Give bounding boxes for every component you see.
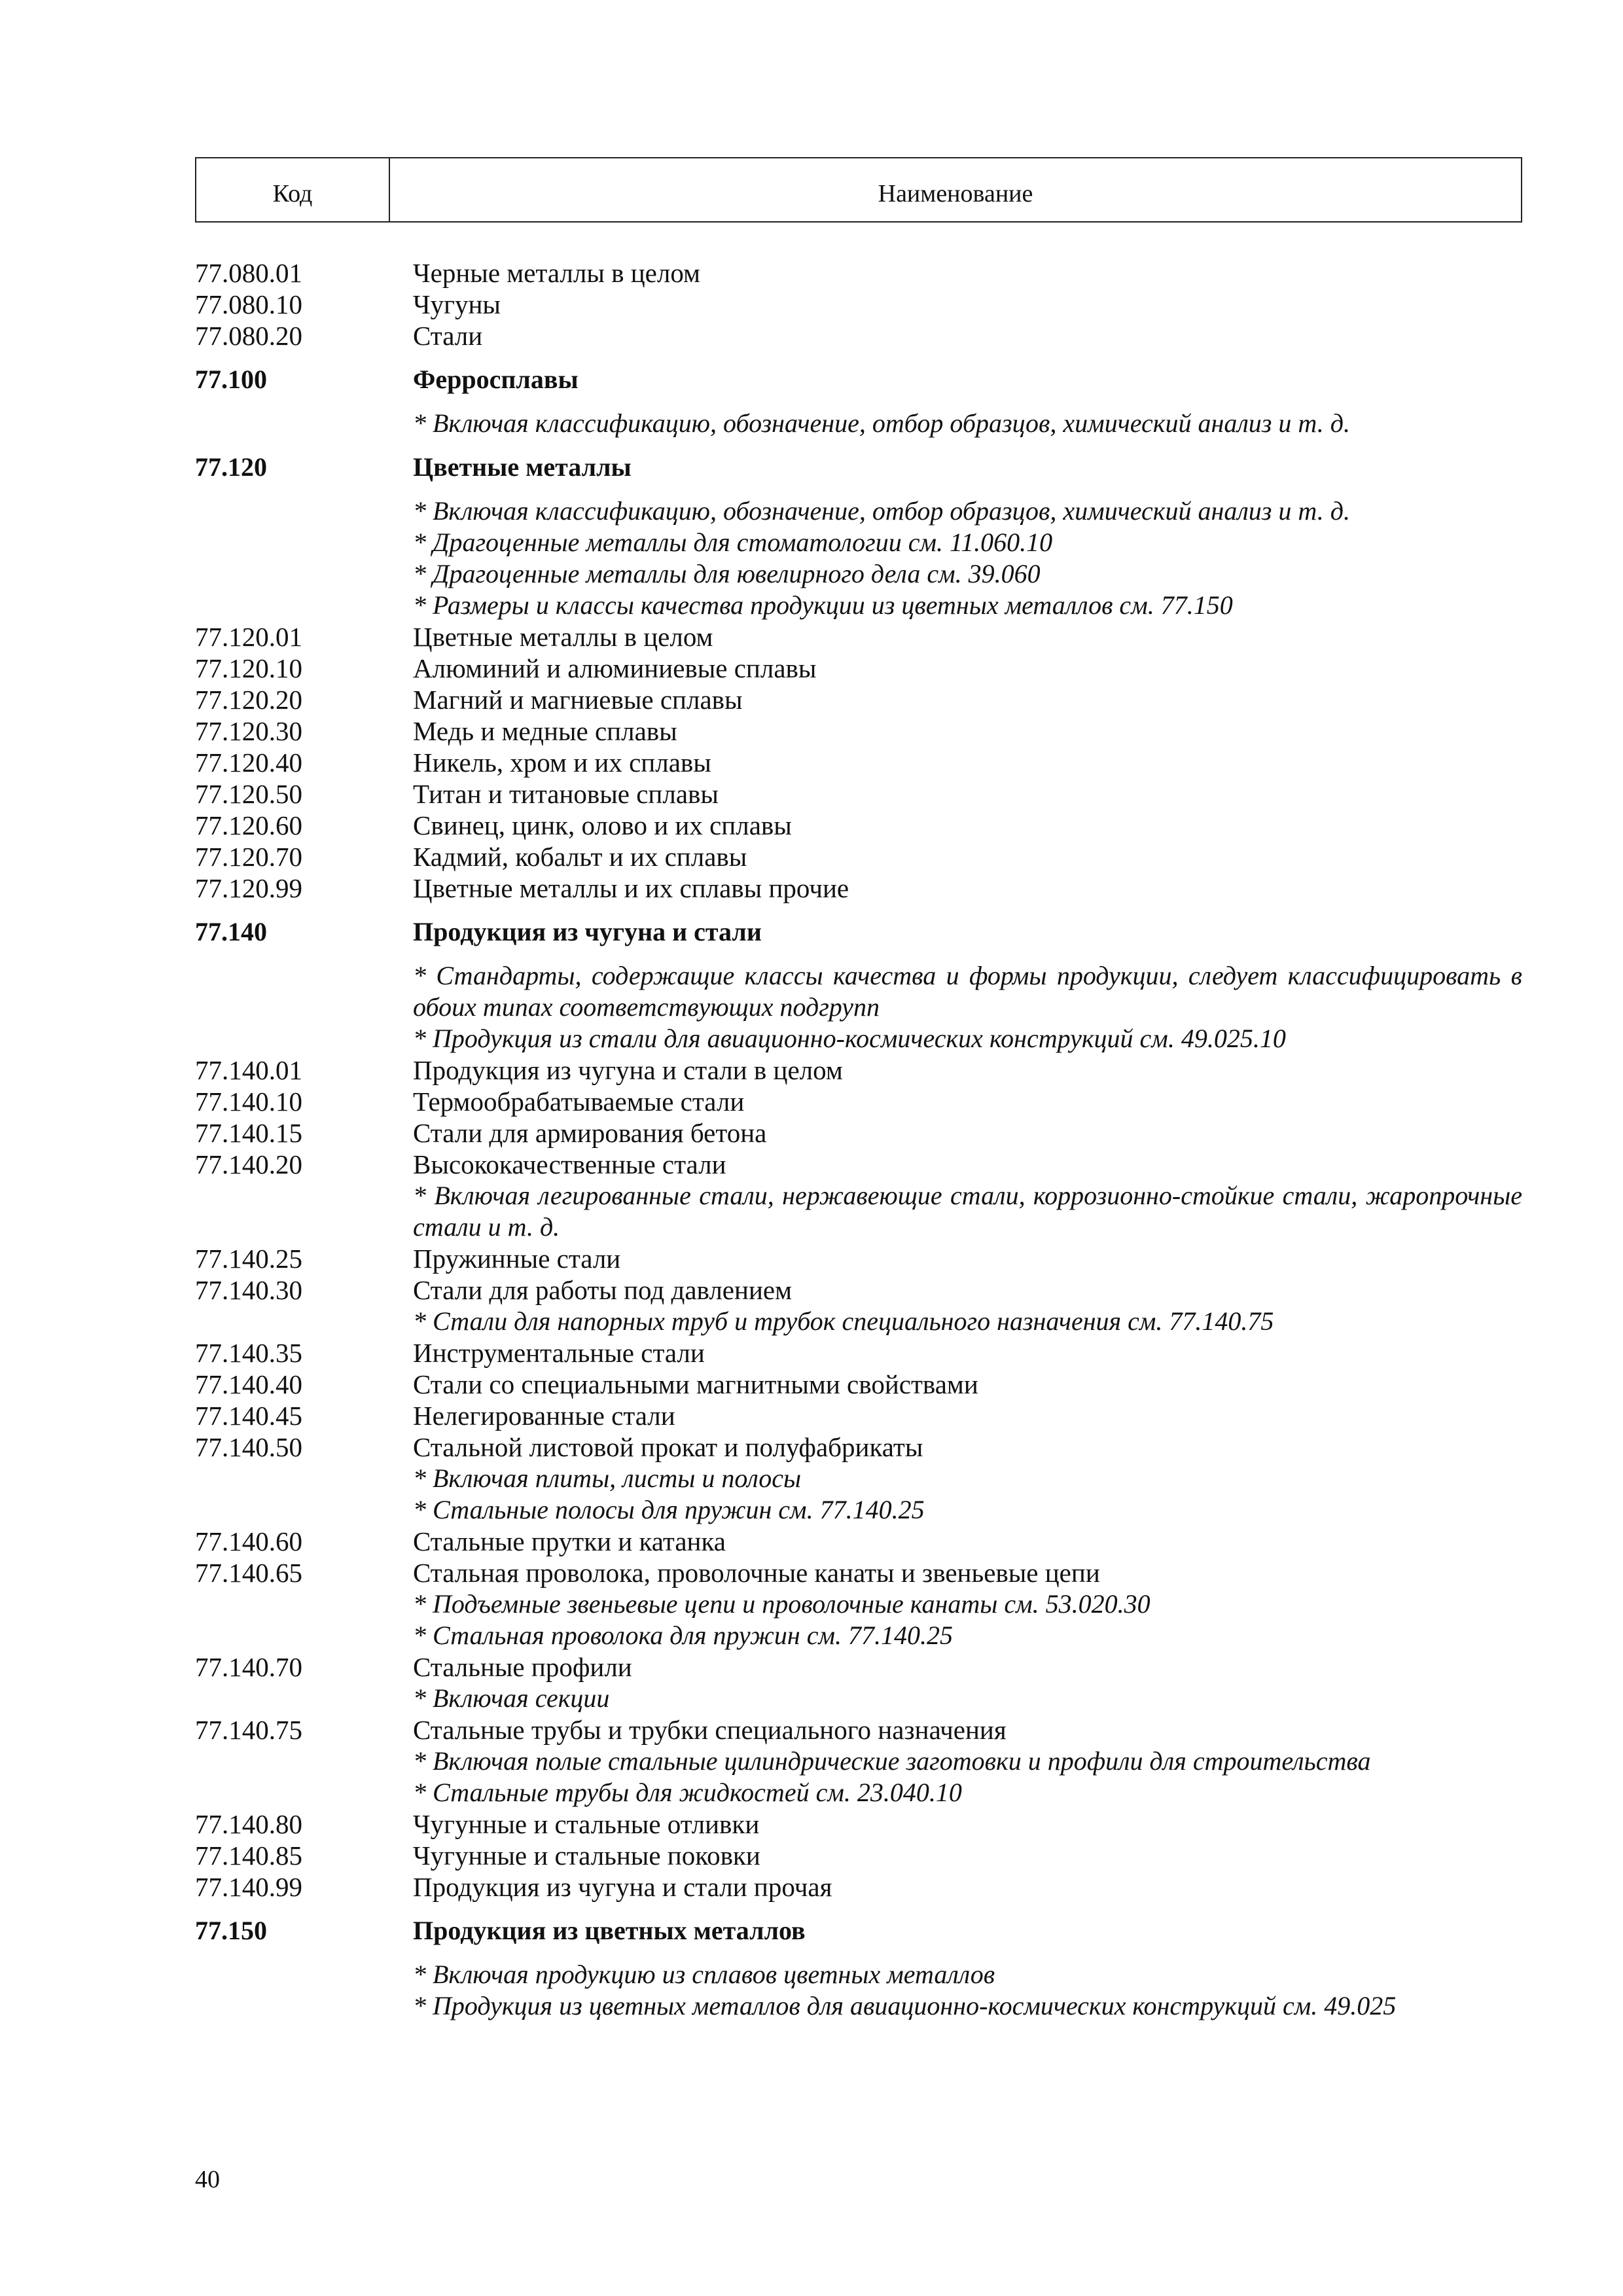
item-code: 77.140.25 [195,1244,302,1274]
note-text: * Драгоценные металлы для ювелирного дела см. 39.060 [413,559,1041,588]
item-code: 77.120 [195,452,267,482]
item-title: Цветные металлы в целом [413,622,713,652]
item-code: 77.120.60 [195,810,302,840]
item-code: 77.140.15 [195,1118,302,1148]
item-code: 77.140.85 [195,1840,302,1871]
item-title: Медь и медные сплавы [413,716,677,746]
item-title: Продукция из цветных металлов [413,1916,806,1945]
list-item [195,320,1522,351]
note-text: * Стальные трубы для жидкостей см. 23.040.10 [413,1778,962,1807]
item-title: Пружинные стали [413,1244,621,1274]
note-text: * Включая полые стальные цилиндрические заготовки и профили для строительства [413,1746,1371,1776]
note-text: * Стальные полосы для пружин см. 77.140.25 [413,1495,925,1524]
item-title: Чугунные и стальные поковки [413,1840,760,1871]
list-item [195,1526,1522,1557]
list-item [195,1840,1522,1871]
group-row [195,452,1522,483]
item-title: Стали со специальными магнитными свойствами [413,1369,978,1399]
item-code: 77.140.50 [195,1432,302,1462]
item-title: Стальные прутки и катанка [413,1526,726,1556]
item-code: 77.120.01 [195,622,302,652]
item-title: Стали для работы под давлением [413,1275,793,1305]
item-code: 77.140.80 [195,1809,302,1839]
list-item [195,1086,1522,1117]
item-code: 77.120.20 [195,685,302,715]
list-item [195,1274,1522,1306]
list-item [195,1871,1522,1903]
item-code: 77.140.65 [195,1558,302,1588]
item-code: 77.120.10 [195,653,302,683]
item-title: Алюминий и алюминиевые сплавы [413,653,817,683]
item-title: Кадмий, кобальт и их сплавы [413,842,747,872]
list-item [195,747,1522,778]
list-item [195,289,1522,320]
item-title: Чугунные и стальные отливки [413,1809,760,1839]
item-code: 77.140 [195,917,267,946]
item-title: Высококачественные стали [413,1149,726,1179]
item-code: 77.140.99 [195,1872,302,1902]
item-title: Продукция из чугуна и стали в целом [413,1055,843,1085]
list-item [195,778,1522,810]
item-title: Термообрабатываемые стали [413,1086,745,1117]
list-item [195,1369,1522,1400]
item-title: Продукция из чугуна и стали [413,917,762,946]
list-item [195,1400,1522,1431]
item-title: Стальные трубы и трубки специального назначения [413,1715,1007,1745]
item-code: 77.120.70 [195,842,302,872]
list-item [195,1808,1522,1840]
table-header [195,157,1522,223]
item-title: Продукция из чугуна и стали прочая [413,1872,832,1902]
item-code: 77.100 [195,365,267,394]
item-code: 77.140.75 [195,1715,302,1745]
note-text: * Включая плиты, листы и полосы [413,1463,802,1493]
list-item [195,1431,1522,1463]
item-code: 77.140.20 [195,1149,302,1179]
note-text: * Стандарты, содержащие классы качества и формы продукции, следует классифицировать в обоих типах соответствующих подгрупп [413,961,1522,1022]
list-item [195,621,1522,653]
list-item [195,1557,1522,1588]
item-code: 77.140.40 [195,1369,302,1399]
note-text: * Включая классификацию, обозначение, отбор образцов, химический анализ и т. д. [413,496,1350,526]
item-title: Нелегированные стали [413,1401,675,1431]
item-title: Никель, хром и их сплавы [413,747,711,778]
list-item [195,684,1522,715]
list-item [195,1149,1522,1180]
item-code: 77.120.50 [195,779,302,809]
note-text: * Включая продукцию из сплавов цветных металлов [413,1960,995,1989]
note-text: * Размеры и классы качества продукции из цветных металлов см. 77.150 [413,590,1233,620]
item-title: Стали [413,321,483,351]
note-text: * Продукция из стали для авиационно-космических конструкций см. 49.025.10 [413,1024,1286,1053]
item-title: Стали для армирования бетона [413,1118,767,1148]
header-name: Наименование [878,180,1033,207]
list-item [195,1243,1522,1274]
note-text: * Подъемные звеньевые цепи и проволочные канаты см. 53.020.30 [413,1589,1150,1619]
list-item [195,841,1522,872]
item-code: 77.140.01 [195,1055,302,1085]
note-text: * Включая секции [413,1683,610,1713]
item-title: Титан и титановые сплавы [413,779,719,809]
item-title: Магний и магниевые сплавы [413,685,743,715]
item-title: Стальная проволока, проволочные канаты и звеньевые цепи [413,1558,1100,1588]
list-item [195,653,1522,684]
item-title: Черные металлы в целом [413,258,700,288]
list-item [195,715,1522,747]
group-row [195,916,1522,948]
note-text: * Стальная проволока для пружин см. 77.140.25 [413,1621,954,1650]
note-text: * Включая легированные стали, нержавеющие стали, коррозионно-стойкие стали, жаропрочные стали и т. д. [413,1181,1522,1242]
list-item [195,1714,1522,1746]
item-code: 77.140.60 [195,1526,302,1556]
item-code: 77.080.01 [195,258,302,288]
header-code: Код [196,158,390,221]
item-title: Чугуны [413,289,501,319]
list-item [195,810,1522,841]
item-title: Ферросплавы [413,365,579,394]
list-item [195,1054,1522,1086]
item-title: Стальной листовой прокат и полуфабрикаты [413,1432,923,1462]
item-code: 77.120.40 [195,747,302,778]
item-title: Стальные профили [413,1652,632,1682]
item-code: 77.120.99 [195,873,302,903]
item-code: 77.140.35 [195,1338,302,1368]
item-title: Цветные металлы и их сплавы прочие [413,873,849,903]
item-code: 77.140.70 [195,1652,302,1682]
item-code: 77.080.20 [195,321,302,351]
list-item [195,1117,1522,1149]
list-item [195,257,1522,289]
group-row [195,1915,1522,1946]
item-code: 77.080.10 [195,289,302,319]
note-text: * Стали для напорных труб и трубок специального назначения см. 77.140.75 [413,1306,1274,1336]
group-row [195,364,1522,395]
classifier-list [195,257,1522,2022]
item-title: Инструментальные стали [413,1338,705,1368]
list-item [195,1651,1522,1683]
list-item [195,872,1522,904]
item-code: 77.140.30 [195,1275,302,1305]
list-item [195,1337,1522,1369]
note-text: * Продукция из цветных металлов для авиационно-космических конструкций см. 49.025 [413,1991,1397,2020]
item-code: 77.120.30 [195,716,302,746]
note-text: * Включая классификацию, обозначение, отбор образцов, химический анализ и т. д. [413,408,1350,438]
item-code: 77.140.10 [195,1086,302,1117]
page-number: 40 [195,2166,220,2193]
item-title: Цветные металлы [413,452,632,482]
item-title: Свинец, цинк, олово и их сплавы [413,810,792,840]
item-code: 77.140.45 [195,1401,302,1431]
item-code: 77.150 [195,1916,267,1945]
note-text: * Драгоценные металлы для стоматологии см. 11.060.10 [413,528,1053,557]
